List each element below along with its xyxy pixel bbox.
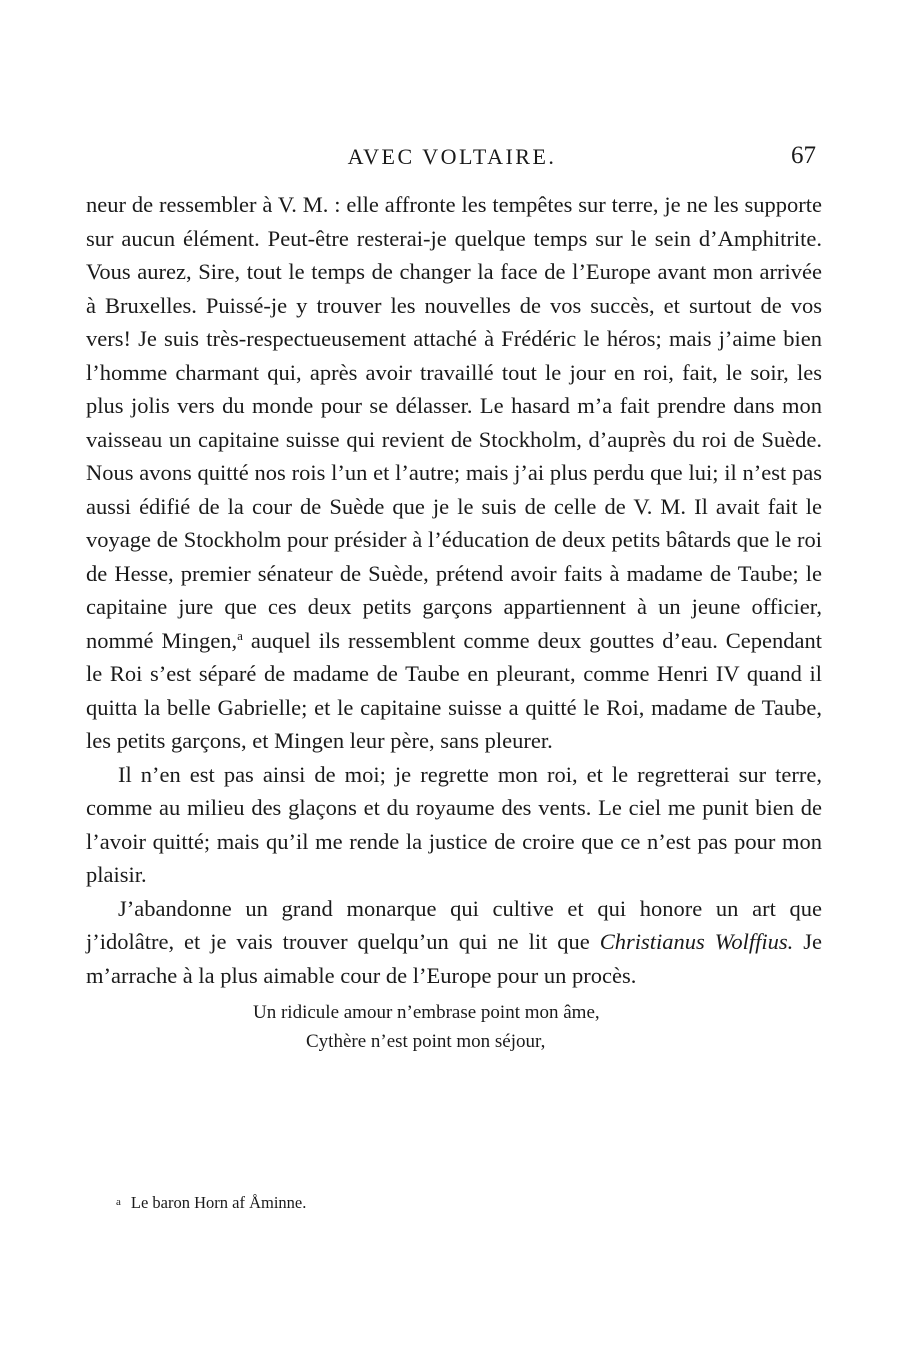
verse-block xyxy=(86,998,822,1056)
paragraph-3 xyxy=(86,892,822,993)
body-text xyxy=(86,188,822,1056)
paragraph-3-italic: Christianus Wolffius. xyxy=(599,929,794,954)
running-title: AVEC VOLTAIRE. xyxy=(347,144,557,169)
verse-line-2: Cythère n’est point mon séjour, xyxy=(306,1031,546,1052)
paragraph-1-text: neur de ressembler à V. M. : elle affronte les tempêtes sur terre, je ne les supporte sur aucun élément. Peut-être resterai-je quelque temps sur le sein d’Amphitrite. Vous aurez, Sire, tout le temps de changer la face de l’Europe avant mon arrivée à Bruxelles. Puissé-je y trouver les nouvelles de vos succès, et surtout de vos vers! Je suis très-respectueusement attaché à Frédéric le héros; mais j’aime bien l’homme charmant qui, après avoir travaillé tout le jour en roi, fait, le soir, les plus jolis vers du monde pour se délasser. Le hasard m’a fait prendre dans mon vaisseau un capitaine suisse qui revient de Stockholm, d’auprès du roi de Suède. Nous avons quitté nos rois l’un et l’autre; mais j’ai plus perdu que lui; il n’est pas aussi édifié de la cour de Suède que je le suis de celle de V. M. Il avait fait le voyage de Stockholm pour présider à l’éducation de deux petits bâtards que le roi de Hesse, premier sénateur de Suède, prétend avoir faits à madame de Taube; le capitaine jure que ces deux petits garçons appartiennent à un jeune officier, nommé Mingen, xyxy=(86,192,822,653)
paragraph-3-text: J’abandonne un grand monarque qui cultive et qui honore un art que j’idolâtre, et je vais trouver quelqu’un qui ne lit que xyxy=(86,895,822,954)
paragraph-1-text-end: auquel ils ressemblent comme deux gouttes d’eau. Cependant le Roi s’est séparé de madame de Taube en pleurant, comme Henri IV quand il quitta la belle Gabrielle; et le capitaine suisse a quitté le Roi, madame de Taube, les petits garçons, et Mingen leur père, sans pleurer. xyxy=(86,627,823,753)
running-head xyxy=(84,140,820,180)
paragraph-1 xyxy=(86,188,822,758)
paragraph-2: Il n’en est pas ainsi de moi; je regrette mon roi, et le regretterai sur terre, comme au milieu des glaçons et du royaume des vents. Le ciel me punit bien de l’avoir quitté; mais qu’il me rende la justice de croire que ce n’est pas pour mon plaisir. xyxy=(86,761,822,887)
paragraph-3-text-end: Je m’arrache à la plus aimable cour de l’Europe pour un procès. xyxy=(86,929,822,988)
footnote-mark: a xyxy=(116,1196,121,1208)
footnote-text: Le baron Horn af Åminne. xyxy=(130,1193,307,1212)
page-number: 67 xyxy=(791,142,816,169)
footnote xyxy=(116,1193,306,1213)
footnote-reference: a xyxy=(237,627,243,643)
verse-line-1: Un ridicule amour n’embrase point mon âme, xyxy=(253,1002,600,1023)
